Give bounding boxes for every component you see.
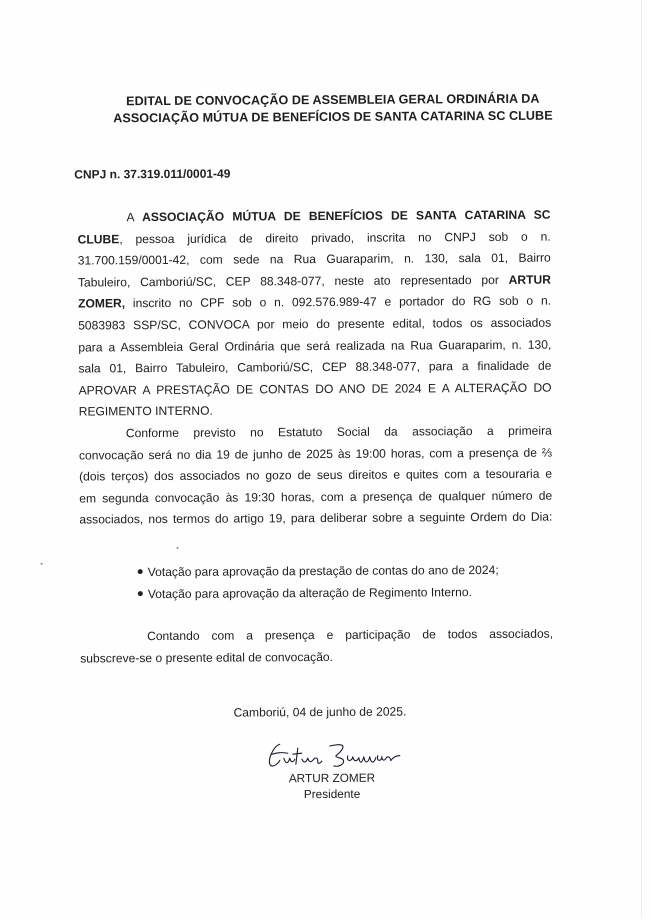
p1-line-6: 5083983 SSP/SC, CONVOCA por meio do presente edital, todos os associados <box>78 315 552 333</box>
bullet-icon <box>138 591 143 596</box>
paragraph-closing <box>80 623 553 670</box>
p1-line-10: REGIMENTO INTERNO. <box>78 404 213 419</box>
scan-speck <box>177 547 179 549</box>
bullet-icon <box>138 569 143 574</box>
p1-l5-rest: inscrito no CPF sob o n. 092.576.989-47 e portador do RG sob o n. <box>125 293 552 311</box>
p1-line-5 <box>78 291 551 315</box>
document-title <box>68 90 598 127</box>
p1-l1-prefix: A <box>126 210 143 225</box>
association-name-end: CLUBE <box>77 231 120 247</box>
paragraph-convocation <box>77 205 551 424</box>
p2-line-2: convocação será no dia 19 de junho de 2025 às 19:00 horas, com a presença de ⅔ <box>78 445 553 463</box>
list-item <box>138 581 499 605</box>
p1-line-4 <box>78 269 551 293</box>
signer-name: ARTUR ZOMER <box>288 770 376 786</box>
signer-block <box>252 769 412 802</box>
p1-line-9: APROVAR A PRESTAÇÃO DE CONTAS DO ANO DE 2024 E A ALTERAÇÃO DO <box>78 380 552 398</box>
list-item <box>138 559 499 583</box>
p1-line-8: sala 01, Bairro Tabuleiro, Camboriú/SC, CEP 88.348-077, para a finalidade de <box>78 358 552 376</box>
representative-last-name: ZOMER, <box>78 296 126 311</box>
p2-line-3: (dois terços) dos associados no gozo de seus direitos e quites com a tesouraria e <box>79 466 553 484</box>
title-line-1: EDITAL DE CONVOCAÇÃO DE ASSEMBLEIA GERAL ORDINÁRIA DA <box>126 91 540 109</box>
p1-line-1 <box>77 205 550 229</box>
p2-line-4: em segunda convocação às 19:30 horas, com a presença de qualquer número de <box>79 488 553 506</box>
page-edge <box>641 0 642 918</box>
agenda-item-1: Votação para aprovação da prestação de contas do ano de 2024; <box>147 562 499 580</box>
agenda-list <box>138 559 499 605</box>
scan-speck <box>41 563 43 565</box>
p1-l4-pre: Tabuleiro, Camboriú/SC, CEP 88.348-077, neste ato representado por <box>77 272 509 290</box>
association-name: ASSOCIAÇÃO MÚTUA DE BENEFÍCIOS DE SANTA CATARINA SC <box>142 207 551 225</box>
p2-line-5: associados, nos termos do artigo 19, para deliberar sobre a seguinte Ordem do Dia: <box>79 509 553 527</box>
title-line-2: ASSOCIAÇÃO MÚTUA DE BENEFÍCIOS DE SANTA CATARINA SC CLUBE <box>113 108 553 126</box>
signature-icon <box>260 733 410 774</box>
representative-first-name: ARTUR <box>508 272 551 287</box>
p1-line-3: 31.700.159/0001-42, com sede na Rua Guaraparim, n. 130, sala 01, Bairro <box>77 250 551 268</box>
p3-line-1: Contando com a presença e participação de todos associados, <box>147 626 554 644</box>
p1-line-7: para a Assembleia Geral Ordinária que será realizada na Rua Guaraparim, n. 130, <box>78 337 552 355</box>
p1-l2-rest: , pessoa jurídica de direito privado, inscrita no CNPJ sob o n. <box>119 229 551 246</box>
p1-line-2 <box>78 226 551 250</box>
document-date: Camboriú, 04 de junho de 2025. <box>233 704 407 720</box>
p3-line-2: subscreve-se o presente edital de convocação. <box>80 649 334 666</box>
agenda-item-2: Votação para aprovação da alteração de Regimento Interno. <box>147 585 472 602</box>
cnpj-line: CNPJ n. 37.319.011/0001-49 <box>74 166 231 182</box>
p2-line-1: Conforme previsto no Estatuto Social da associação a primeira <box>125 423 552 441</box>
paragraph-schedule <box>79 421 553 532</box>
signer-role: Presidente <box>303 786 361 802</box>
